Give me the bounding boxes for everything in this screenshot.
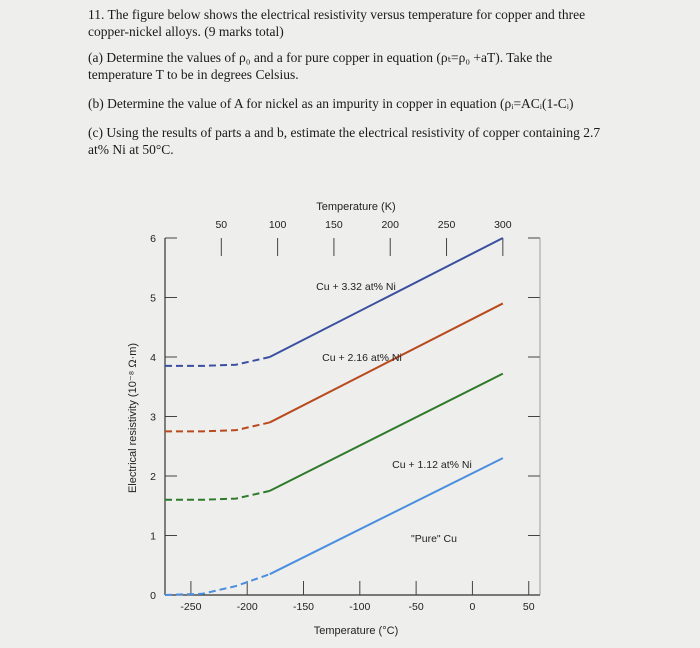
bottom-tick-label-50: 50 [522,601,535,613]
y-tick-label-0: 0 [150,590,156,602]
y-tick-label-2: 2 [150,471,156,483]
bottom-tick-label--250: -250 [180,601,202,613]
series-line-dashed-3 [165,574,270,595]
series-label-3: "Pure" Cu [411,533,457,545]
top-axis-title: Temperature (K) [316,201,396,213]
part-c-line-1: (c) Using the results of parts a and b, estimate the electrical resistivity of copper containing 2.7 [88,125,601,140]
series-line-3 [270,458,503,574]
y-tick-label-4: 4 [150,352,156,364]
top-tick-label-100: 100 [268,219,287,231]
bottom-tick-label-0: 0 [469,601,476,613]
y-tick-label-5: 5 [150,292,156,305]
top-tick-label-150: 150 [325,219,343,231]
series-line-dashed-0 [165,357,270,366]
y-tick-label-3: 3 [150,411,156,424]
part-a-line-1: (a) Determine the values of ρ₀ and a for pure copper in equation (ρₜ=ρ₀ +aT). Take the [88,50,553,65]
top-tick-label-300: 300 [494,219,512,231]
part-b-line: (b) Determine the value of A for nickel as an impurity in copper in equation (ρᵢ=ACᵢ(1-Cᵢ) [88,96,574,111]
question-title-line-1: 11. The figure below shows the electrical resistivity versus temperature for copper and three [88,7,586,22]
question-title-line-2: copper-nickel alloys. (9 marks total) [88,24,284,39]
series-label-2: Cu + 1.12 at% Ni [392,459,472,471]
y-tick-label-6: 6 [150,233,156,245]
top-tick-label-200: 200 [381,219,399,231]
series-line-0 [270,238,503,357]
bottom-tick-label--100: -100 [349,601,371,613]
part-c-line-2: at% Ni at 50°C. [88,142,174,157]
bottom-tick-label--150: -150 [293,601,315,613]
series-line-dashed-2 [165,491,270,500]
part-a-line-2: temperature T to be in degrees Celsius. [88,67,299,82]
series-line-dashed-1 [165,422,270,431]
series-label-1: Cu + 2.16 at% Ni [322,352,402,364]
y-axis-title: Electrical resistivity (10⁻⁸ Ω·m) [127,342,139,494]
bottom-tick-label--200: -200 [236,601,258,613]
y-tick-label-1: 1 [150,530,156,543]
top-tick-label-50: 50 [215,219,228,231]
top-tick-label-250: 250 [437,219,456,231]
bottom-axis-title: Temperature (°C) [313,625,399,637]
series-label-0: Cu + 3.32 at% Ni [316,281,396,293]
series-line-2 [270,374,503,491]
bottom-tick-label--50: -50 [408,601,424,613]
